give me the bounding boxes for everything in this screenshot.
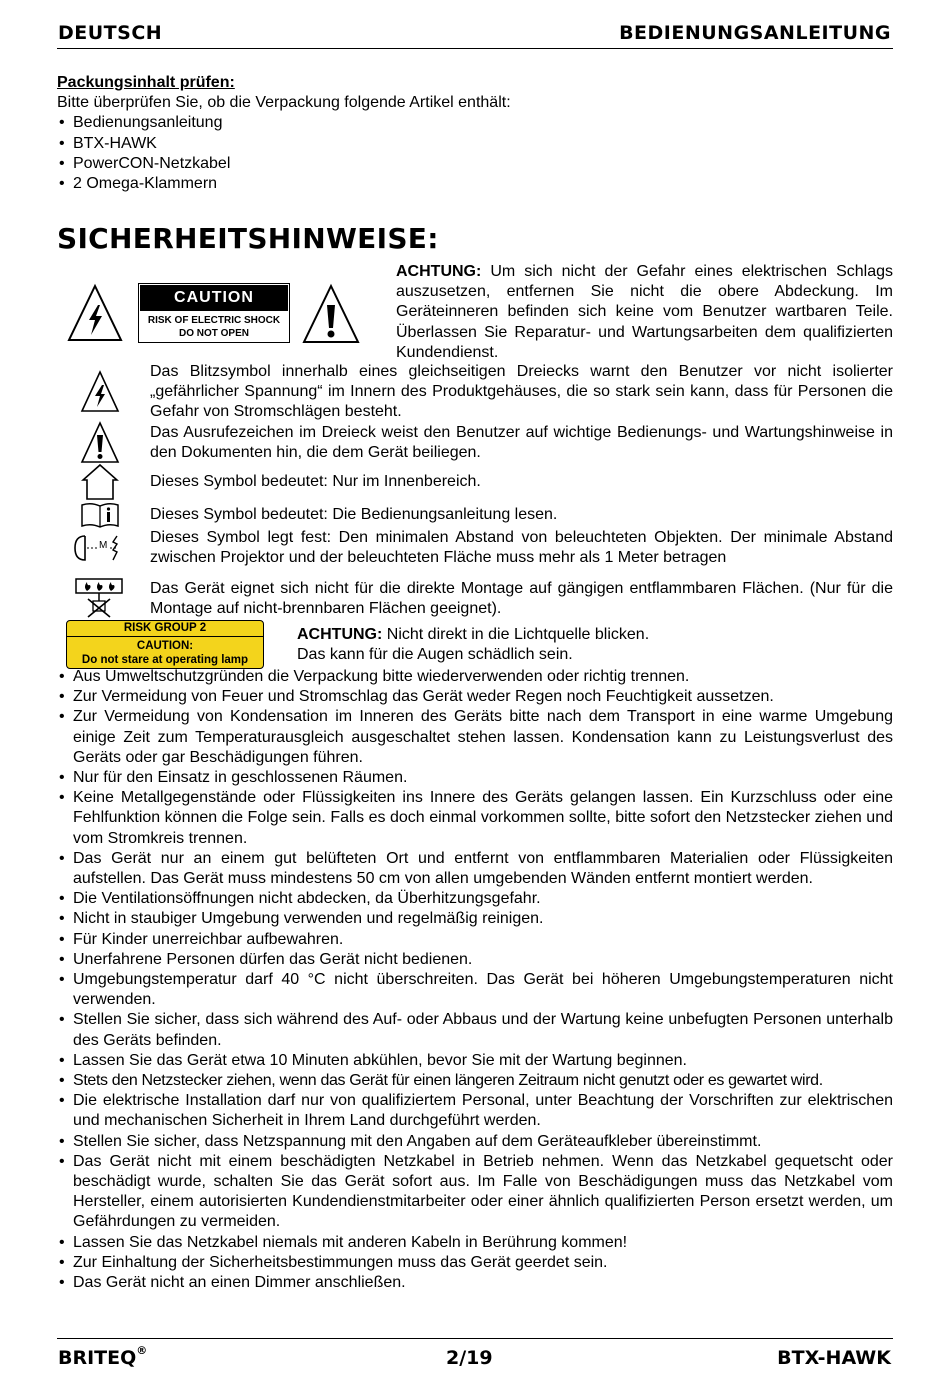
package-contents [57,73,617,194]
safety-item: • Das Gerät nicht an einen Dimmer anschließen. [57,1273,893,1293]
achtung-paragraph [396,262,893,363]
minimum-distance-icon [73,532,125,564]
exclamation-triangle-icon [80,421,120,465]
header-language: DEUTSCH [58,22,163,44]
safety-item: • Nur für den Einsatz in geschlossenen Räumen. [57,768,893,788]
package-item: • Bedienungsanleitung [57,113,617,133]
exclamation-warning-icon [301,283,361,345]
eye-warning-label: ACHTUNG: [297,626,383,643]
caution-label-line2: DO NOT OPEN [178,328,249,339]
safety-item: • Keine Metallgegenstände oder Flüssigkeiten ins Innere des Geräts gelangen lassen. Ein Kurzschluss oder eine Fehlfunktion können die Folge sein. Falls es doch einmal vorkommen sollte, bitte sofort den Netzstecker ziehen und vom Stromkreis trennen. [57,788,893,849]
safety-item: • Die elektrische Installation darf nur von qualifiziertem Personal, unter Beachtung der Vorschriften zur elektrischen und mechanischen Sicherheit in Ihrem Land durchgeführt werden. [57,1091,893,1131]
safety-item: • Aus Umweltschutzgründen die Verpackung bitte wiederverwenden oder richtig trennen. [57,667,893,687]
safety-item: • Stellen Sie sicher, dass Netzspannung mit den Angaben auf dem Geräteaufkleber übereinstimmt. [57,1132,893,1152]
footer-page-number: 2/19 [446,1347,493,1369]
safety-item: • Lassen Sie das Gerät etwa 10 Minuten abkühlen, bevor Sie mit der Wartung beginnen. [57,1051,893,1071]
caution-label-title: CAUTION [140,285,288,311]
safety-item: • Stets den Netzstecker ziehen, wenn das Gerät für einen längeren Zeitraum nicht genutzt oder es gewartet wird. [57,1071,893,1091]
safety-item: • Die Ventilationsöffnungen nicht abdecken, da Überhitzungsgefahr. [57,889,893,909]
indoor-only-house-icon [81,463,119,501]
eye-warning-text2: Das kann für die Augen schädlich sein. [297,646,573,664]
footer-model: BTX-HAWK [777,1347,891,1369]
package-item: • PowerCON-Netzkabel [57,154,617,174]
package-intro: Bitte überprüfen Sie, ob die Verpackung folgende Artikel enthält: [57,94,511,112]
safety-item: • Lassen Sie das Netzkabel niemals mit anderen Kabeln in Berührung kommen! [57,1233,893,1253]
electric-shock-warning-icon [67,283,123,343]
safety-item: • Unerfahrene Personen dürfen das Gerät nicht bedienen. [57,950,893,970]
caution-label-line1: RISK OF ELECTRIC SHOCK [147,315,281,326]
safety-instructions [57,667,893,1293]
safety-item: • Zur Vermeidung von Kondensation im Inneren des Geräts bitte nach dem Transport in eine warme Umgebung einige Zeit zum Temperaturausgleich ausgeschaltet stehen lassen. Kondensation kann zu Leistungsverlust des Geräts oder gar Beschädigungen führen. [57,707,893,768]
safety-heading: SICHERHEITSHINWEISE: [57,222,439,255]
package-list [57,113,617,194]
caution-label [138,283,290,343]
achtung-label: ACHTUNG: [396,263,482,280]
risk-group-caution: CAUTION: [136,640,194,652]
read-manual-book-icon [80,501,120,529]
safety-item: • Das Gerät nicht mit einem beschädigten Netzkabel in Betrieb nehmen. Wenn das Netzkabel gequetscht oder beschädigt wurde, schalten Sie das Gerät sofort aus. Im Falle von Beschädigungen muss das Netzkabel vom Hersteller, einem autorisierten Kundendienstmitarbeiter oder einer ähnlich qualifizierten Person ersetzt werden, um Gefährdungen zu vermeiden. [57,1152,893,1233]
package-item: • BTX-HAWK [57,134,617,154]
manual-paragraph: Dieses Symbol bedeutet: Die Bedienungsanleitung lesen. [150,506,558,523]
distance-paragraph: Dieses Symbol legt fest: Den minimalen Abstand von beleuchteten Objekten. Der minimale Abstand zwischen Projektor und der beleuchteten Fläche muss mehr als 1 Meter betragen [150,529,893,567]
achtung-text: Um sich nicht der Gefahr eines elektrischen Schlags auszusetzen, entfernen Sie nicht die obere Abdeckung. Im Geräteinneren befinden sich keine vom Benutzer wartbaren Teile. Überlassen Sie Reparatur- und Wartungsarbeiten dem qualifizierten Kundendienst. [396,263,893,361]
footer-registered-mark: ® [136,1344,148,1357]
eye-warning-paragraph [297,625,893,665]
header-doc-title: BEDIENUNGSANLEITUNG [619,22,891,44]
safety-item: • Für Kinder unerreichbar aufbewahren. [57,930,893,950]
eye-warning-text1: Nicht direkt in die Lichtquelle blicken. [382,626,650,643]
footer-brand [58,1344,148,1369]
page-header [57,20,893,49]
lightning-paragraph: Das Blitzsymbol innerhalb eines gleichseitigen Dreiecks warnt den Benutzer vor nicht isolierter „gefährlicher Spannung“ im Innern des Produktgehäuses, die so stark sein kann, dass für Personen die Gefahr von Stromschlägen besteht. [150,363,893,421]
footer-brand-name: BRITEQ [58,1347,137,1369]
package-title: Packungsinhalt prüfen: [57,74,235,91]
safety-item: • Das Gerät nur an einem gut belüfteten Ort und entfernt von entflammbaren Materialien oder Flüssigkeiten aufstellen. Das Gerät muss mindestens 50 cm von allen umgebenden Wänden entfernt montiert werden. [57,849,893,889]
risk-group-label [66,620,264,669]
risk-group-title: RISK GROUP 2 [67,621,263,637]
safety-item: • Nicht in staubiger Umgebung verwenden und regelmäßig reinigen. [57,909,893,929]
safety-item: • Stellen Sie sicher, dass sich während des Auf- oder Abbaus und der Wartung keine unbefugten Personen unterhalb des Geräts befinden. [57,1010,893,1050]
safety-item: • Umgebungstemperatur darf 40 °C nicht überschreiten. Das Gerät bei höheren Umgebungstemperaturen nicht verwenden. [57,970,893,1010]
distance-icon-label: M [99,540,108,551]
page-footer [57,1338,893,1379]
exclamation-paragraph: Das Ausrufezeichen im Dreieck weist den Benutzer auf wichtige Bedienungs- und Wartungshinweise in den Dokumenten hin, die dem Gerät beiliegen. [150,424,893,462]
lightning-triangle-icon [80,370,120,414]
safety-item: • Zur Vermeidung von Feuer und Stromschlag das Gerät weder Regen noch Feuchtigkeit aussetzen. [57,687,893,707]
no-flammable-surface-icon [74,577,124,619]
package-item: • 2 Omega-Klammern [57,174,617,194]
flammable-paragraph: Das Gerät eignet sich nicht für die direkte Montage auf gängigen entflammbaren Flächen. (Nur für die Montage auf nicht-brennbaren Flächen geeignet). [150,580,893,618]
safety-bullet-list [57,667,893,1293]
indoor-paragraph: Dieses Symbol bedeutet: Nur im Innenbereich. [150,473,481,490]
risk-group-warning: Do not stare at operating lamp [81,654,249,666]
safety-item: • Zur Einhaltung der Sicherheitsbestimmungen muss das Gerät geerdet sein. [57,1253,893,1273]
